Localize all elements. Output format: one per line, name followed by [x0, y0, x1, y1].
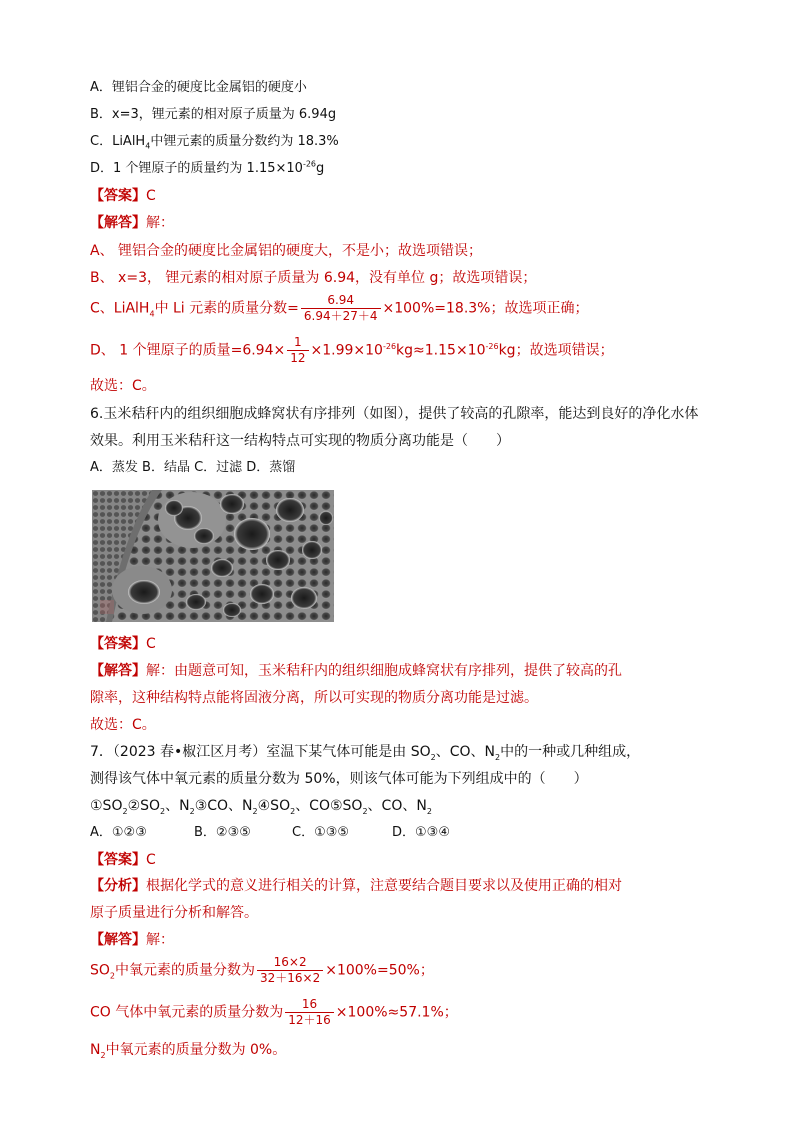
q5-answer: 【答案】C	[90, 188, 156, 204]
fraction: $\frac{16}{12+16}$	[285, 997, 334, 1028]
q7-solution-so2: $SO_2$中氧元素的质量分数为 $\frac{16\times 2}{32+16\times 2}$ ×100%=50%；	[90, 955, 434, 985]
fraction: $\frac{6.94}{6.94+27+4}$	[301, 293, 381, 324]
q7-answer: 【答案】C	[90, 852, 156, 868]
fraction: $\frac{16\times 2}{32+16\times 2}$	[257, 955, 323, 986]
q6-options: A．蒸发 B．结晶 C．过滤 D．蒸馏	[90, 460, 296, 475]
q6-solution-line1: 【解答】解：由题意可知，玉米秸秆内的组织细胞成蜂窝状有序排列，提供了较高的孔	[90, 663, 622, 679]
q7-solution-co: CO 气体中氧元素的质量分数为 $\frac{16}{12+16}$ ×100%≈57.1%；	[90, 997, 458, 1027]
q5-final: 故选：C。	[90, 378, 156, 394]
q6-answer: 【答案】C	[90, 636, 156, 652]
q5-solution-d: D、 1 个锂原子的质量=6.94× $\frac{1}{12}$ $\times 1.99\times 10^{-26}kg\approx 1.15\times 10^{-26}kg$；故选项错误；	[90, 335, 614, 365]
q7-analysis-line2: 原子质量进行分析和解答。	[90, 905, 258, 921]
q5-option-b: B．x=3，锂元素的相对原子质量为 6.94g	[90, 107, 337, 122]
q7-analysis-line1: 【分析】根据化学式的意义进行相关的计算，注意要结合题目要求以及使用正确的相对	[90, 878, 622, 894]
fraction: $\frac{1}{12}$	[287, 335, 308, 366]
q5-solution-c: C、LiAlH$_4$中 Li 元素的质量分数= $\frac{6.94}{6.94+27+4}$ ×100%=18.3%；故选项正确；	[90, 293, 589, 323]
q7-solution-heading: 【解答】解：	[90, 932, 174, 948]
q7-options: A．①②③ B．②③⑤ C．①③⑤ D．①③④	[90, 825, 450, 840]
q6-final: 故选：C。	[90, 717, 156, 733]
q5-solution-a: A、 锂铝合金的硬度比金属铝的硬度大，不是小；故选项错误；	[90, 243, 483, 259]
corn-stalk-micrograph-image	[92, 490, 334, 622]
q5-solution-heading: 【解答】解：	[90, 215, 174, 231]
q5-solution-b: B、 x=3， 锂元素的相对原子质量为 6.94，没有单位 g；故选项错误；	[90, 270, 537, 286]
q7-solution-n2: $N_2$中氧元素的质量分数为 0%。	[90, 1042, 287, 1060]
q7-combinations: $①SO_2②SO_2$、$N_2③CO$、$N_2④SO_2$、$CO⑤SO_2$、CO、$N_2$	[90, 798, 432, 816]
q6-stem-line2: 效果。利用玉米秸秆这一结构特点可实现的物质分离功能是（ ）	[90, 433, 510, 449]
q7-stem-line1: 7．（2023 春•椒江区月考）室温下某气体可能是由 $SO_2$、CO、$N_2$中的一种或几种组成，	[90, 744, 641, 762]
q5-option-d: D．1 个锂原子的质量约为 $1.15\times 10^{-26}g$	[90, 159, 325, 176]
q5-option-a: A．锂铝合金的硬度比金属铝的硬度小	[90, 80, 307, 95]
q7-stem-line2: 测得该气体中氧元素的质量分数为 50%，则该气体可能为下列组成中的（ ）	[90, 771, 588, 787]
q5-option-c: C．LiAlH$_4$中锂元素的质量分数约为 18.3%	[90, 134, 339, 151]
q6-stem-line1: 6.玉米秸秆内的组织细胞成蜂窝状有序排列（如图），提供了较高的孔隙率，能达到良好的净化水体	[90, 406, 699, 422]
q6-solution-line2: 隙率，这种结构特点能将固液分离，所以可实现的物质分离功能是过滤。	[90, 690, 538, 706]
